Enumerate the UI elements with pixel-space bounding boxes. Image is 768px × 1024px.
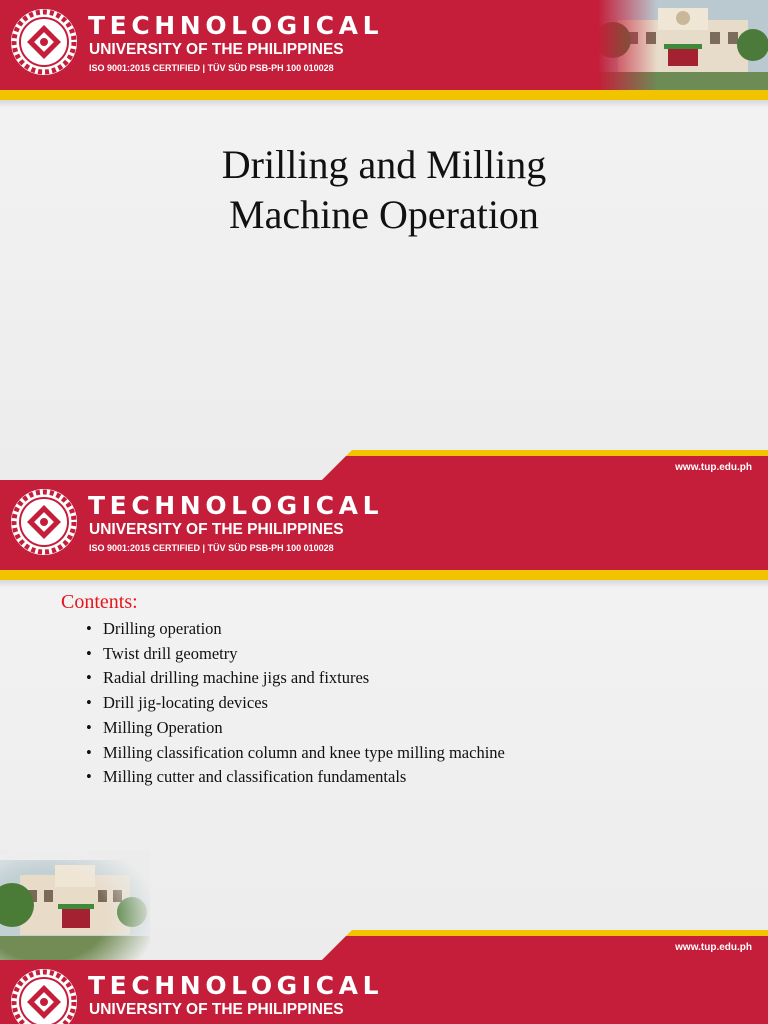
slide-3 <box>0 960 768 1024</box>
bullet-icon: • <box>86 643 92 663</box>
header-shadow <box>0 100 768 108</box>
bullet-icon: • <box>86 668 92 688</box>
bullet-icon: • <box>86 717 92 737</box>
contents-list <box>86 617 505 790</box>
bullet-icon: • <box>86 693 92 713</box>
gear-seal-icon <box>10 8 78 76</box>
gear-seal-icon <box>10 488 78 556</box>
university-subtitle: UNIVERSITY OF THE PHILIPPINES <box>89 1001 344 1018</box>
slide-2 <box>0 480 768 960</box>
header-banner <box>0 480 768 570</box>
list-item: • Radial drilling machine jigs and fixtures <box>86 666 505 691</box>
list-item: • Twist drill geometry <box>86 642 505 667</box>
university-name: TECHNOLOGICAL <box>88 491 384 520</box>
bullet-icon: • <box>86 742 92 762</box>
university-subtitle: UNIVERSITY OF THE PHILIPPINES <box>89 521 344 538</box>
header-banner <box>0 960 768 1024</box>
header-banner <box>0 0 768 90</box>
university-name: TECHNOLOGICAL <box>88 11 384 40</box>
slide-title <box>0 140 768 240</box>
list-item: • Milling Operation <box>86 716 505 741</box>
header-stripe <box>0 570 768 580</box>
header-stripe <box>0 90 768 100</box>
certification-text: ISO 9001:2015 CERTIFIED | TÜV SÜD PSB-PH 100 010028 <box>89 543 334 553</box>
gear-seal-icon <box>10 968 78 1024</box>
header-shadow <box>0 580 768 588</box>
footer-band <box>0 450 768 480</box>
bullet-icon: • <box>86 619 92 638</box>
slide-title-line-1: Drilling and Milling <box>221 142 547 187</box>
university-name: TECHNOLOGICAL <box>88 971 384 1000</box>
list-item: • Drill jig-locating devices <box>86 691 505 716</box>
footer-url[interactable]: www.tup.edu.ph <box>675 942 752 953</box>
contents-heading: Contents: <box>61 591 138 613</box>
campus-building-photo <box>598 0 768 90</box>
list-item: • Milling classification column and knee type milling machine <box>86 741 505 766</box>
slide-title-line-2: Machine Operation <box>229 192 539 237</box>
footer-url[interactable]: www.tup.edu.ph <box>675 462 752 473</box>
slide-1 <box>0 0 768 480</box>
certification-text: ISO 9001:2015 CERTIFIED | TÜV SÜD PSB-PH 100 010028 <box>89 63 334 73</box>
bullet-icon: • <box>86 767 92 787</box>
footer-band <box>0 930 768 960</box>
list-item: • Milling cutter and classification fundamentals <box>86 765 505 790</box>
list-item: • Drilling operation <box>86 617 505 642</box>
university-subtitle: UNIVERSITY OF THE PHILIPPINES <box>89 41 344 58</box>
